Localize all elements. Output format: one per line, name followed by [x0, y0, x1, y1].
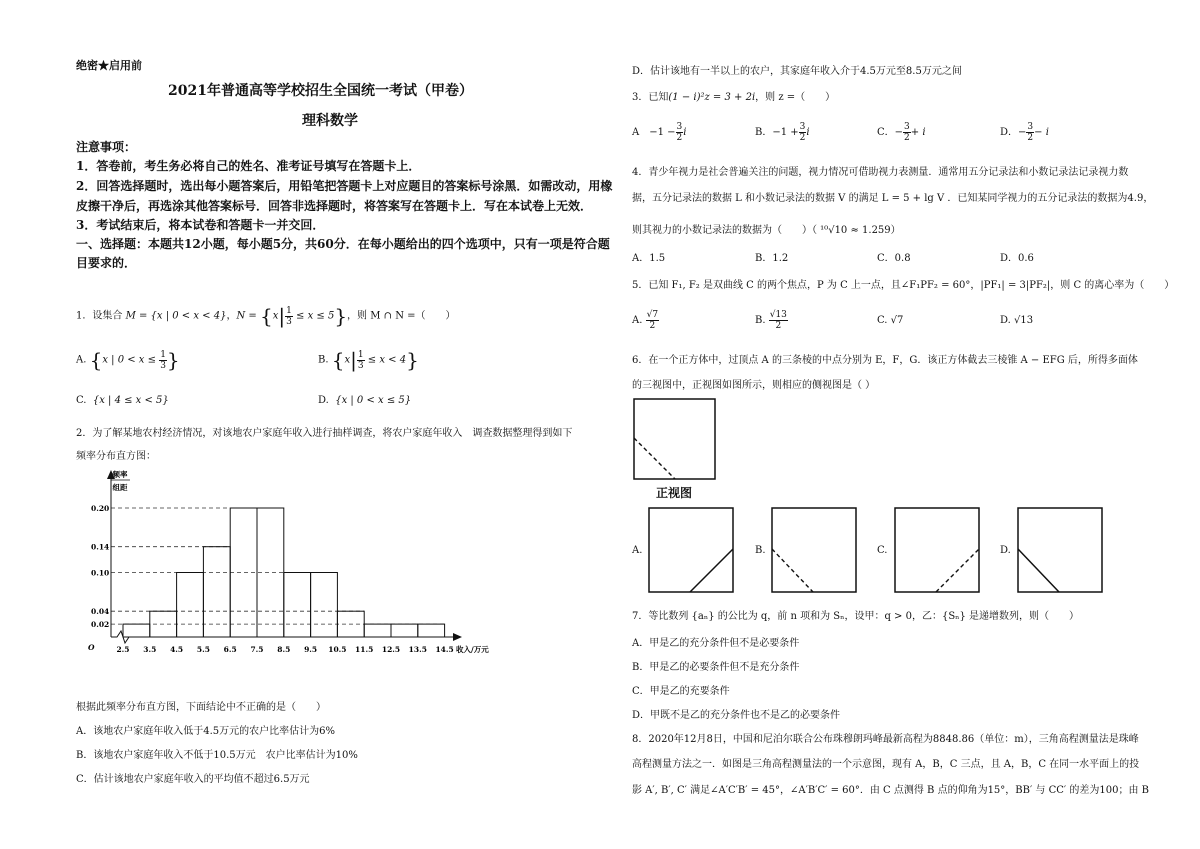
note-3: 3．考试结束后，将本试卷和答题卡一并交回．: [76, 218, 325, 232]
histogram-bar: [311, 573, 338, 638]
histogram-bar: [203, 547, 230, 637]
q3-option-a[interactable]: A −1 − $\frac{3}{2}$ i: [632, 122, 687, 143]
x-tick-label: 8.5: [277, 645, 291, 654]
section1-heading-cont: 目要求的．: [76, 256, 137, 270]
histogram-bar: [364, 624, 391, 637]
q6-option-a-figure[interactable]: [648, 507, 734, 593]
q2-option-c[interactable]: C．估计该地农户家庭年收入的平均值不超过6.5万元: [76, 774, 310, 785]
q6-option-a-label[interactable]: A.: [632, 545, 643, 556]
q1-option-d[interactable]: D. {x | 0 < x ≤ 5}: [318, 395, 412, 406]
q4-option-d[interactable]: D．0.6: [1000, 253, 1034, 264]
histogram-chart: [80, 465, 500, 665]
section1-heading: 一、选择题：本题共12小题，每小题5分，共60分．在每小题给出的四个选项中，只有一项是符合题: [76, 237, 610, 251]
q1-option-a[interactable]: A. {x | 0 < x ≤ $\frac{1}{3}$ }: [76, 348, 180, 372]
q2-stem-line1: 2．为了解某地农村经济情况，对该地农户家庭年收入进行抽样调查，将农户家庭年收入 调查数据整理得到如下: [76, 428, 573, 439]
q7-stem: 7．等比数列 {aₙ} 的公比为 q，前 n 项和为 Sₙ，设甲：q > 0，乙：{Sₙ} 是递增数列，则（ ）: [632, 611, 1080, 622]
x-tick-label: 3.5: [143, 645, 157, 654]
q6-stem-line2: 的三视图中，正视图如图所示，则相应的侧视图是（ ）: [632, 380, 876, 391]
q5-stem: 5．已知 F₁, F₂ 是双曲线 C 的两个焦点，P 为 C 上一点，且∠F₁PF₂ = 60°，|PF₁| = 3|PF₂|，则 C 的离心率为（ ）: [632, 280, 1175, 291]
y-axis-label-numerator: 频率: [112, 470, 128, 479]
q4-option-c[interactable]: C．0.8: [877, 253, 911, 264]
q2-option-d[interactable]: D．估计该地有一半以上的农户，其家庭年收入介于4.5万元至8.5万元之间: [632, 66, 962, 77]
histogram-bar: [177, 573, 204, 638]
q7-option-d[interactable]: D．甲既不是乙的充分条件也不是乙的必要条件: [632, 710, 841, 721]
histogram-bar: [123, 624, 150, 637]
q4-option-b[interactable]: B．1.2: [755, 253, 789, 264]
q1-option-c[interactable]: C. {x | 4 ≤ x < 5}: [76, 395, 169, 406]
q2-option-b[interactable]: B．该地农户家庭年收入不低于10.5万元 农户比率估计为10%: [76, 750, 358, 761]
histogram-bar: [284, 573, 311, 638]
q1-option-b[interactable]: B. {x| $\frac{1}{3}$ ≤ x < 4}: [318, 348, 419, 372]
q2-question: 根据此频率分布直方图，下面结论中不正确的是（ ）: [76, 702, 326, 713]
y-tick-label: 0.20: [91, 504, 110, 513]
q6-option-d-label[interactable]: D.: [1000, 545, 1011, 556]
q8-stem-line1: 8．2020年12月8日，中国和尼泊尔联合公布珠穆朗玛峰最新高程为8848.86（单位：m），三角高程测量法是珠峰: [632, 734, 1139, 745]
note-2: 2．回答选择题时，选出每小题答案后，用铅笔把答题卡上对应题目的答案标号涂黑．如需改动，用橡: [76, 179, 613, 193]
notes-heading: 注意事项：: [76, 140, 137, 154]
q6-option-c-label[interactable]: C.: [877, 545, 888, 556]
q3-option-b[interactable]: B．−1 + $\frac{3}{2}$ i: [755, 122, 810, 143]
x-tick-label: 12.5: [381, 645, 401, 654]
q4-stem-line1: 4．青少年视力是社会普遍关注的问题，视力情况可借助视力表测量．通常用五分记录法和小数记录法记录视力数: [632, 167, 1129, 178]
q3-option-c[interactable]: C．− $\frac{3}{2}$ + i: [877, 122, 926, 143]
y-tick-label: 0.14: [91, 542, 110, 552]
q5-option-c[interactable]: C. √7: [877, 315, 904, 326]
x-tick-label: 14.5: [435, 645, 454, 654]
q3-option-d[interactable]: D．− $\frac{3}{2}$ − i: [1000, 122, 1049, 143]
note-2-cont: 皮擦干净后，再选涂其他答案标号．回答非选择题时，将答案写在答题卡上．写在本试卷上无效．: [76, 199, 593, 213]
y-tick-label: 0.02: [91, 620, 110, 630]
q6-option-b-figure[interactable]: [771, 507, 857, 593]
y-axis-label-denominator: 组距: [112, 483, 128, 492]
q4-stem-line2: 据，五分记录法的数据 L 和小数记录法的数据 V 的满足 L = 5 + lg V ．已知某同学视力的五分记录法的数据为4.9，: [632, 193, 1154, 204]
q4-option-a[interactable]: A．1.5: [632, 253, 666, 264]
x-axis-arrow: [453, 633, 462, 641]
x-axis-label: 收入/万元: [456, 645, 489, 654]
q6-option-b-label[interactable]: B.: [755, 545, 766, 556]
q8-stem-line2: 高程测量方法之一．如图是三角高程测量法的一个示意图，现有 A，B，C 三点，且 A，B，C 在同一水平面上的投: [632, 759, 1140, 770]
histogram-bar: [391, 624, 418, 637]
q2-option-a[interactable]: A．该地农户家庭年收入低于4.5万元的农户比率估计为6%: [76, 726, 335, 737]
x-tick-label: 13.5: [408, 645, 427, 654]
q4-stem-line3: 则其视力的小数记录法的数据为（ ）（ ¹⁰√10 ≈ 1.259）: [632, 225, 901, 236]
secret-mark: 绝密★启用前: [76, 59, 142, 72]
x-axis-line: [111, 631, 455, 643]
x-tick-label: 2.5: [116, 645, 130, 654]
q6-option-c-figure[interactable]: [894, 507, 980, 593]
q7-option-c[interactable]: C．甲是乙的充要条件: [632, 686, 730, 697]
origin-label: O: [88, 643, 95, 652]
q5-option-d[interactable]: D. √13: [1000, 315, 1034, 326]
q5-option-a[interactable]: A. $\frac{√7}{2}$: [632, 310, 659, 331]
x-tick-label: 6.5: [223, 645, 237, 654]
note-1: 1．答卷前，考生务必将自己的姓名、准考证号填写在答题卡上．: [76, 159, 421, 173]
exam-title: 2021年普通高等学校招生全国统一考试（甲卷）: [168, 83, 473, 99]
y-tick-label: 0.10: [91, 568, 110, 578]
q1-stem: 1．设集合 M = {x | 0 < x < 4}，N = {x| $\frac{1}{3}$ ≤ x ≤ 5}，则 M ∩ N =（ ）: [76, 304, 456, 328]
histogram-bar: [418, 624, 445, 637]
q7-option-a[interactable]: A．甲是乙的充分条件但不是必要条件: [632, 638, 800, 649]
x-tick-label: 11.5: [355, 645, 374, 654]
x-tick-label: 5.5: [196, 645, 210, 654]
x-tick-label: 9.5: [304, 645, 318, 654]
q7-option-b[interactable]: B．甲是乙的必要条件但不是充分条件: [632, 662, 800, 673]
y-tick-label: 0.04: [91, 607, 110, 617]
x-tick-label: 4.5: [170, 645, 184, 654]
q6-option-d-figure[interactable]: [1017, 507, 1103, 593]
q3-stem: 3．已知(1 − i)²z = 3 + 2i，则 z =（ ）: [632, 92, 836, 103]
q5-option-b[interactable]: B. $\frac{√13}{2}$: [755, 310, 787, 331]
q2-stem-line2: 频率分布直方图：: [76, 451, 156, 462]
x-tick-label: 10.5: [328, 645, 347, 654]
q6-stem-line1: 6．在一个正方体中，过顶点 A 的三条棱的中点分别为 E，F，G．该正方体截去三棱锥 A − EFG 后，所得多面体: [632, 355, 1138, 366]
q8-stem-line3: 影 A′, B′, C′ 满足∠A′C′B′ = 45°，∠A′B′C′ = 60°．由 C 点测得 B 点的仰角为15°，BB′ 与 CC′ 的差为100；由 B: [632, 785, 1149, 796]
x-tick-label: 7.5: [250, 645, 264, 654]
front-view-caption: 正视图: [656, 486, 693, 500]
front-view-figure: [633, 398, 717, 481]
exam-subject: 理科数学: [302, 113, 358, 129]
